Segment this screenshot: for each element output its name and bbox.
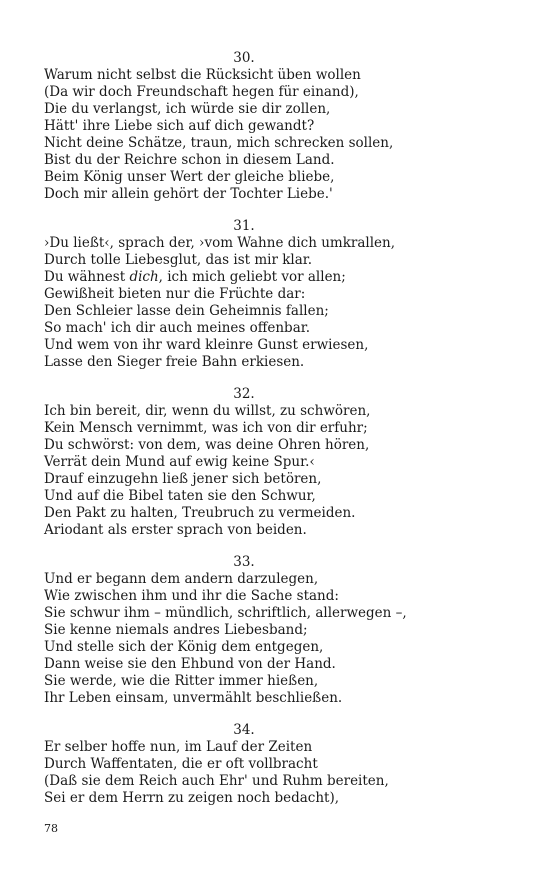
verse-line: (Da wir doch Freundschaft hegen für einand), — [44, 84, 359, 100]
verse-line: Sie schwur ihm – mündlich, schriftlich, allerwegen –, — [44, 605, 407, 621]
stanza-30 — [44, 50, 514, 203]
verse-line: Verrät dein Mund auf ewig keine Spur.‹ — [44, 454, 315, 470]
verse-line: Den Pakt zu halten, Treubruch zu vermeiden. — [44, 505, 356, 521]
verse-line: Dann weise sie den Ehbund von der Hand. — [44, 656, 336, 672]
stanza-32 — [44, 386, 514, 539]
verse-line: Warum nicht selbst die Rücksicht üben wollen — [44, 67, 361, 83]
verse-line: Hätt' ihre Liebe sich auf dich gewandt? — [44, 118, 315, 134]
verse-line: (Daß sie dem Reich auch Ehr' und Ruhm bereiten, — [44, 773, 389, 789]
verse-line: Und wem von ihr ward kleinre Gunst erwiesen, — [44, 337, 369, 353]
stanza-34 — [44, 722, 514, 807]
page-number: 78 — [44, 822, 58, 835]
verse-line: Kein Mensch vernimmt, was ich von dir erfuhr; — [44, 420, 368, 436]
verse-line: Er selber hoffe nun, im Lauf der Zeiten — [44, 739, 313, 755]
verse-line: Die du verlangst, ich würde sie dir zollen, — [44, 101, 331, 117]
verse-line: Und auf die Bibel taten sie den Schwur, — [44, 488, 316, 504]
emphasized-word: dich — [129, 269, 159, 285]
verse-line: Und stelle sich der König dem entgegen, — [44, 639, 324, 655]
verse-line: Wie zwischen ihm und ihr die Sache stand: — [44, 588, 339, 604]
verse-line: Sie werde, wie die Ritter immer hießen, — [44, 673, 319, 689]
verse-line: Ich bin bereit, dir, wenn du willst, zu schwören, — [44, 403, 371, 419]
verse-line: Gewißheit bieten nur die Früchte dar: — [44, 286, 306, 302]
verse-line: Bist du der Reichre schon in diesem Land. — [44, 152, 335, 168]
verse-line: Sie kenne niemals andres Liebesband; — [44, 622, 308, 638]
verse-line: Den Schleier lasse dein Geheimnis fallen; — [44, 303, 329, 319]
stanza-number: 33. — [233, 554, 255, 570]
verse-line: Durch tolle Liebesglut, das ist mir klar. — [44, 252, 313, 268]
verse-line: Und er begann dem andern darzulegen, — [44, 571, 319, 587]
stanza-number: 34. — [233, 722, 255, 738]
stanza-31 — [44, 218, 514, 371]
verse-line: Durch Waffentaten, die er oft vollbracht — [44, 756, 318, 772]
verse-line: Ariodant als erster sprach von beiden. — [44, 522, 307, 538]
verse-line: Sei er dem Herrn zu zeigen noch bedacht), — [44, 790, 340, 806]
verse-line: Doch mir allein gehört der Tochter Liebe.' — [44, 186, 333, 202]
verse-line: Du schwörst: von dem, was deine Ohren hören, — [44, 437, 370, 453]
verse-line: Lasse den Sieger freie Bahn erkiesen. — [44, 354, 305, 370]
verse-line: ›Du ließt‹, sprach der, ›vom Wahne dich umkrallen, — [44, 235, 396, 251]
verse-line: So mach' ich dir auch meines offenbar. — [44, 320, 310, 336]
verse-line: Du wähnest dich, ich mich geliebt vor allen; — [44, 269, 346, 285]
verse-line: Ihr Leben einsam, unvermählt beschließen. — [44, 690, 343, 706]
stanza-number: 30. — [233, 50, 255, 66]
stanza-number: 31. — [233, 218, 255, 234]
verse-line: Drauf einzugehn ließ jener sich betören, — [44, 471, 322, 487]
stanza-number: 32. — [233, 386, 255, 402]
stanza-33 — [44, 554, 514, 707]
verse-line: Beim König unser Wert der gleiche bliebe, — [44, 169, 335, 185]
verse-line: Nicht deine Schätze, traun, mich schrecken sollen, — [44, 135, 394, 151]
